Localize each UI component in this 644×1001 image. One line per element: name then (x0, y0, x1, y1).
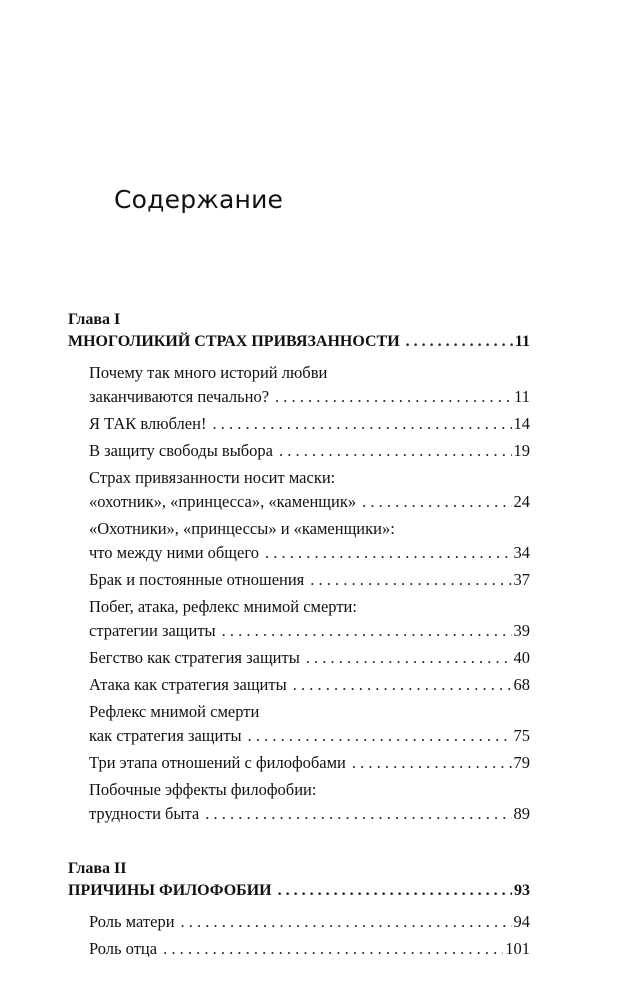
page-number: 94 (513, 912, 530, 931)
toc-chapter-entry[interactable] (68, 330, 530, 354)
entry-title-line: трудности быта (89, 804, 200, 823)
entry-title-line: Побочные эффекты филофобии: (89, 780, 317, 799)
table-of-contents (68, 310, 530, 964)
page-number: 68 (513, 675, 530, 694)
page-number: 93 (514, 882, 530, 899)
entry-title-line: как стратегия защиты (89, 726, 242, 745)
entry-title-line: «охотник», «принцесса», «каменщик» (89, 492, 357, 511)
toc-chapter-entry[interactable] (68, 879, 530, 903)
dot-leader (293, 673, 512, 697)
page-number: 19 (513, 441, 530, 460)
entry-title-line: Почему так много историй любви (89, 363, 328, 382)
entry-title-line: Рефлекс мнимой смерти (89, 702, 260, 721)
toc-entry[interactable] (89, 568, 530, 592)
toc-entry[interactable] (89, 910, 530, 934)
dot-leader (275, 385, 512, 409)
toc-entry[interactable] (89, 646, 530, 670)
entry-title-line: Бегство как стратегия защиты (89, 648, 300, 667)
entry-title-line: В защиту свободы выбора (89, 441, 273, 460)
entry-title-line: Три этапа отношений с филофобами (89, 753, 346, 772)
toc-entry[interactable] (89, 673, 530, 697)
page-number: 34 (513, 543, 530, 562)
entry-title-line: Страх привязанности носит маски: (89, 468, 336, 487)
entry-title-line: Побег, атака, рефлекс мнимой смерти: (89, 597, 357, 616)
toc-entry[interactable] (89, 595, 530, 643)
dot-leader (362, 490, 511, 514)
dot-leader (205, 802, 511, 826)
entry-title-line: стратегии защиты (89, 621, 216, 640)
dot-leader (248, 724, 512, 748)
toc-entry[interactable] (89, 439, 530, 463)
toc-entry[interactable] (89, 778, 530, 826)
chapter-title: МНОГОЛИКИЙ СТРАХ ПРИВЯЗАННОСТИ (68, 333, 400, 350)
page-number: 40 (513, 648, 530, 667)
page-title: Содержание (114, 185, 284, 214)
page-number: 75 (513, 726, 530, 745)
chapter-label: Глава II (68, 860, 127, 877)
page-number: 11 (514, 387, 530, 406)
dot-leader (306, 646, 512, 670)
toc-entry[interactable] (89, 937, 530, 961)
toc-entry[interactable] (89, 412, 530, 436)
dot-leader (181, 910, 512, 934)
toc-entry[interactable] (89, 466, 530, 514)
dot-leader (352, 751, 512, 775)
entry-title-line: что между ними общего (89, 543, 259, 562)
toc-entry[interactable] (89, 751, 530, 775)
entry-title-line: Роль матери (89, 912, 175, 931)
page-number: 89 (513, 804, 530, 823)
entry-title-line: «Охотники», «принцессы» и «каменщики»: (89, 519, 395, 538)
toc-entry[interactable] (89, 361, 530, 409)
page-number: 11 (514, 333, 530, 350)
dot-leader (163, 937, 503, 961)
page-number: 37 (513, 570, 530, 589)
page-number: 79 (513, 753, 530, 772)
entry-title-line: Роль отца (89, 939, 158, 958)
dot-leader (279, 439, 512, 463)
dot-leader (310, 568, 511, 592)
entry-title-line: Атака как стратегия защиты (89, 675, 287, 694)
dot-leader (406, 330, 513, 354)
dot-leader (222, 619, 512, 643)
chapter-label: Глава I (68, 311, 121, 328)
entry-title-line: Я ТАК влюблен! (89, 414, 207, 433)
page-number: 39 (513, 621, 530, 640)
toc-entry[interactable] (89, 700, 530, 748)
entry-title-line: заканчиваются печально? (89, 387, 270, 406)
entry-title-line: Брак и постоянные отношения (89, 570, 305, 589)
chapter-title: ПРИЧИНЫ ФИЛОФОБИИ (68, 882, 272, 899)
page-number: 24 (513, 492, 530, 511)
dot-leader (265, 541, 512, 565)
chapter-spacer (68, 829, 530, 859)
toc-entry[interactable] (89, 517, 530, 565)
dot-leader (212, 412, 511, 436)
dot-leader (278, 879, 512, 903)
page-number: 101 (505, 939, 530, 958)
page-number: 14 (513, 414, 530, 433)
